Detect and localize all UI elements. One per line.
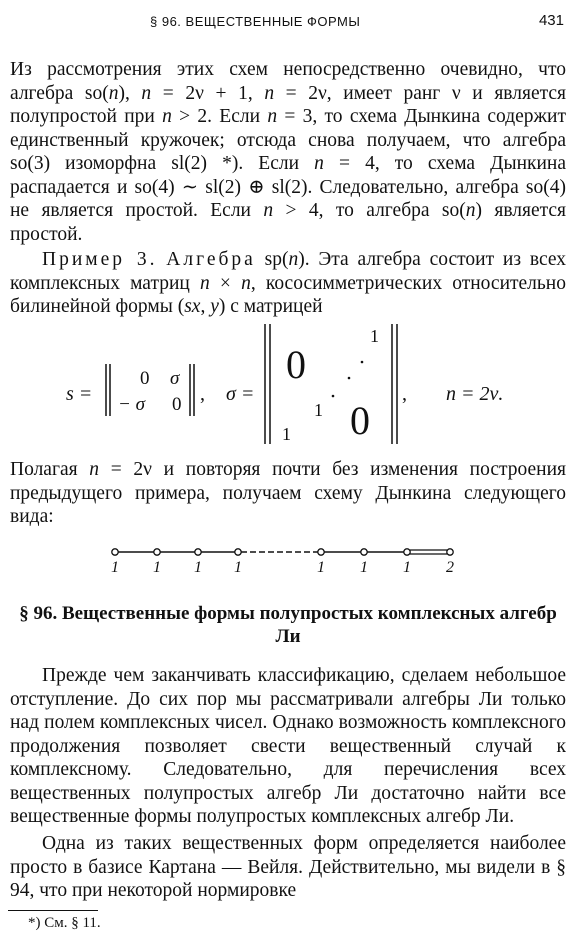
running-head bbox=[150, 12, 564, 36]
section-heading: § 96. Вещественные формы полупростых комплексных алгебр Ли bbox=[19, 603, 557, 647]
sigma-equals: σ = bbox=[226, 383, 255, 405]
dynkin-node bbox=[112, 549, 118, 555]
paragraph-real-forms: Прежде чем заканчивать классификацию, сделаем небольшое отступление. До сих пор мы рассматривали алгебры Ли только над полем комплексных чисел. Однако возможность комплексного продолжения позволяет свести вещественный случай к комплексному. Следовательно, для перечисления всех вещественных полупростых алгебр Ли достаточно найти все вещественные формы полупростых комплексных алгебр Ли. bbox=[10, 665, 566, 827]
dynkin-node bbox=[154, 549, 160, 555]
paragraph-so-n: Из рассмотрения этих схем непосредственно очевидно, что алгебра so(n), n = 2ν + 1, n = 2ν, имеет ранг ν и является полупростой при n > 2. Если n = 3, то схема Дынкина содержит единственный кружочек; отсюда снова получаем, что алгебра so(3) изоморфна sl(2) *). Если n = 4, то схема Дынкина распадается и so(4) ∼ sl(2) ⊕ sl(2). Следовательно, алгебра so(4) не является простой. Если n > 4, то алгебра so(n) является простой. bbox=[10, 59, 567, 245]
matrix-formula bbox=[0, 320, 580, 450]
dynkin-node bbox=[447, 549, 453, 555]
big-zero-lower: 0 bbox=[350, 398, 370, 443]
example-label: Пример 3. bbox=[42, 249, 158, 270]
comma-2: , bbox=[402, 383, 407, 405]
page-number: 431 bbox=[538, 12, 564, 29]
running-title: § 96. ВЕЩЕСТВЕННЫЕ ФОРМЫ bbox=[150, 14, 361, 29]
matrix-s-12: σ bbox=[170, 368, 180, 389]
footnote-rule bbox=[8, 910, 98, 911]
dynkin-label: 1 bbox=[360, 559, 368, 576]
algebra-label: Алгебра bbox=[166, 249, 256, 270]
dynkin-label: 1 bbox=[403, 559, 411, 576]
dynkin-label: 1 bbox=[111, 559, 119, 576]
dynkin-label: 1 bbox=[153, 559, 161, 576]
matrix-s-22: 0 bbox=[172, 394, 182, 415]
antidiag-one-mid: 1 bbox=[314, 400, 323, 420]
big-zero-upper: 0 bbox=[286, 342, 306, 387]
dynkin-diagram bbox=[0, 538, 580, 578]
dynkin-label: 2 bbox=[446, 559, 454, 576]
dynkin-label: 1 bbox=[317, 559, 325, 576]
matrix-s-21: − σ bbox=[118, 394, 145, 415]
paragraph-cartan-weyl: Одна из таких вещественных форм определяется наиболее просто в базисе Картана — Вейля. Действительно, мы видели в § 94, что при некоторой нормировке bbox=[10, 833, 566, 901]
comma-1: , bbox=[200, 383, 205, 405]
paragraph-dynkin-intro: Полагая n = 2ν и повторяя почти без изменения построения предыдущего примера, получаем схему Дынкина следующего вида: bbox=[10, 459, 566, 527]
dynkin-node bbox=[195, 549, 201, 555]
dynkin-label: 1 bbox=[194, 559, 202, 576]
dynkin-node bbox=[404, 549, 410, 555]
s-equals: s = bbox=[66, 383, 93, 405]
dynkin-node bbox=[235, 549, 241, 555]
n-equals-2nu: n = 2ν. bbox=[446, 383, 504, 405]
dynkin-node bbox=[361, 549, 367, 555]
antidiag-one-top: 1 bbox=[370, 326, 379, 346]
footnote: *) См. § 11. bbox=[28, 915, 101, 931]
dynkin-node bbox=[318, 549, 324, 555]
matrix-s-11: 0 bbox=[140, 368, 150, 389]
paragraph-example-3: Пример 3. Алгебра sp(n). Эта алгебра состоит из всех комплексных матриц n × n, кососимметрических относительно билинейной формы (sx, y) с матрицей bbox=[10, 249, 566, 317]
antidiag-one-bottom: 1 bbox=[282, 424, 291, 444]
dynkin-label: 1 bbox=[234, 559, 242, 576]
